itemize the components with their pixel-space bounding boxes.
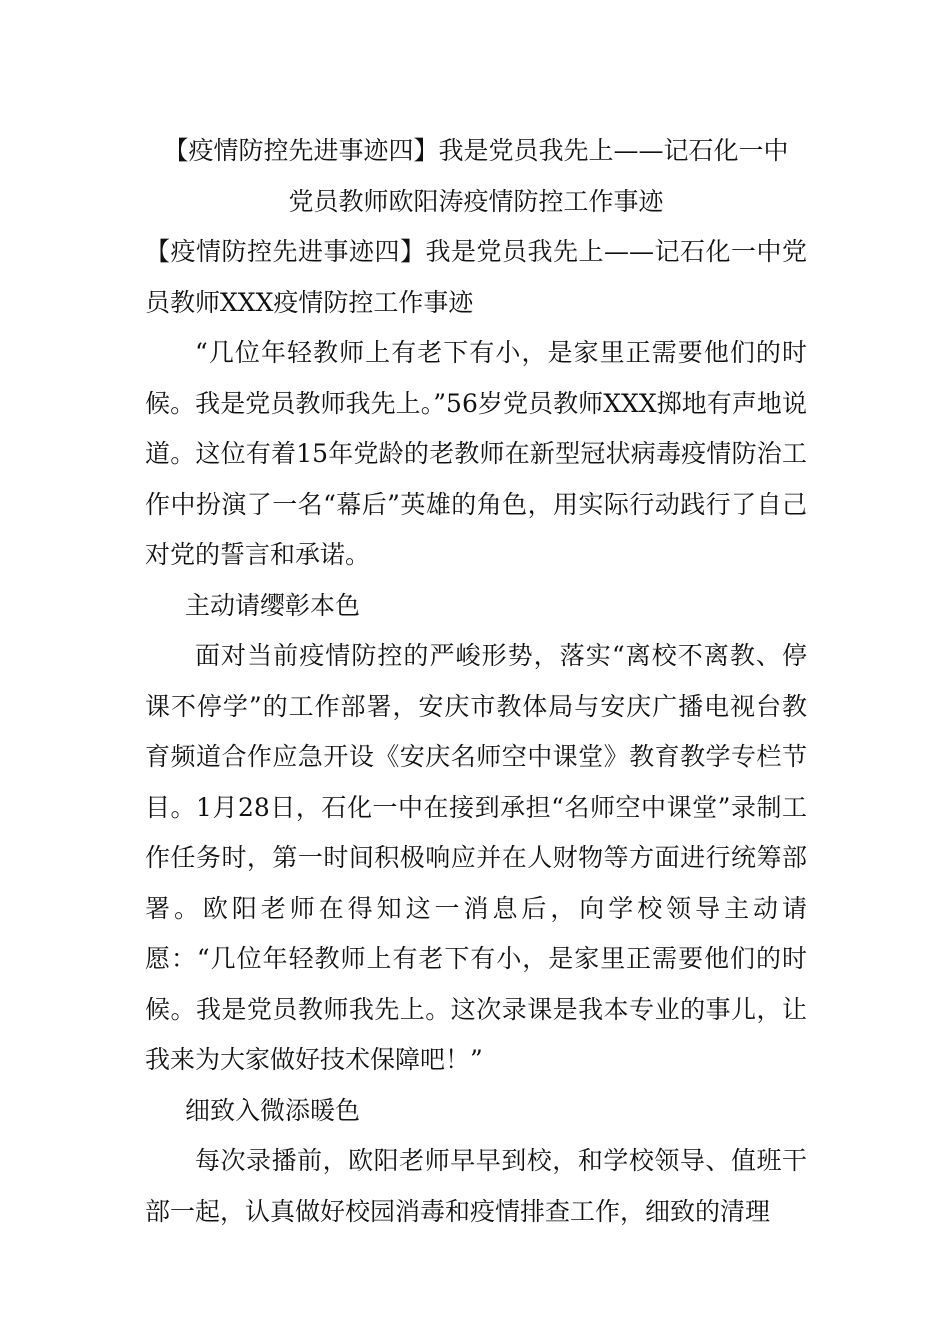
section1-paragraph: 面对当前疫情防控的严峻形势，落实“离校不离教、停课不停学”的工作部署，安庆市教体局与安庆广播电视台教育频道合作应急开设《安庆名师空中课堂》教育教学专栏节目。1月28日，石化一中在接到承担“名师空中课堂”录制工作任务时，第一时间积极响应并在人财物等方面进行统筹部署。欧阳老师在得知这一消息后，向学校领导主动请愿：“几位年轻教师上有老下有小，是家里正需要他们的时候。我是党员教师我先上。这次录课是我本专业的事儿，让我来为大家做好技术保障吧！” [145,641,807,1074]
repeat-heading: 【疫情防控先进事迹四】我是党员我先上——记石化一中党员教师XXX疫情防控工作事迹 [145,237,807,317]
document-title [145,126,807,227]
section1-heading: 主动请缨彰本色 [185,590,361,620]
document-body [145,126,807,1237]
section2-heading: 细致入微添暖色 [185,1095,361,1125]
section2-paragraph: 每次录播前，欧阳老师早早到校，和学校领导、值班干部一起，认真做好校园消毒和疫情排查工作，细致的清理 [145,1146,807,1226]
title-line-1: 【疫情防控先进事迹四】我是党员我先上——记石化一中 [163,136,789,165]
intro-paragraph: “几位年轻教师上有老下有小，是家里正需要他们的时候。我是党员教师我先上。”56岁党员教师XXX掷地有声地说道。这位有着15年党龄的老教师在新型冠状病毒疫情防治工作中扮演了一名“幕后”英雄的角色，用实际行动践行了自己对党的誓言和承诺。 [145,338,807,569]
title-line-2: 党员教师欧阳涛疫情防控工作事迹 [288,186,664,216]
